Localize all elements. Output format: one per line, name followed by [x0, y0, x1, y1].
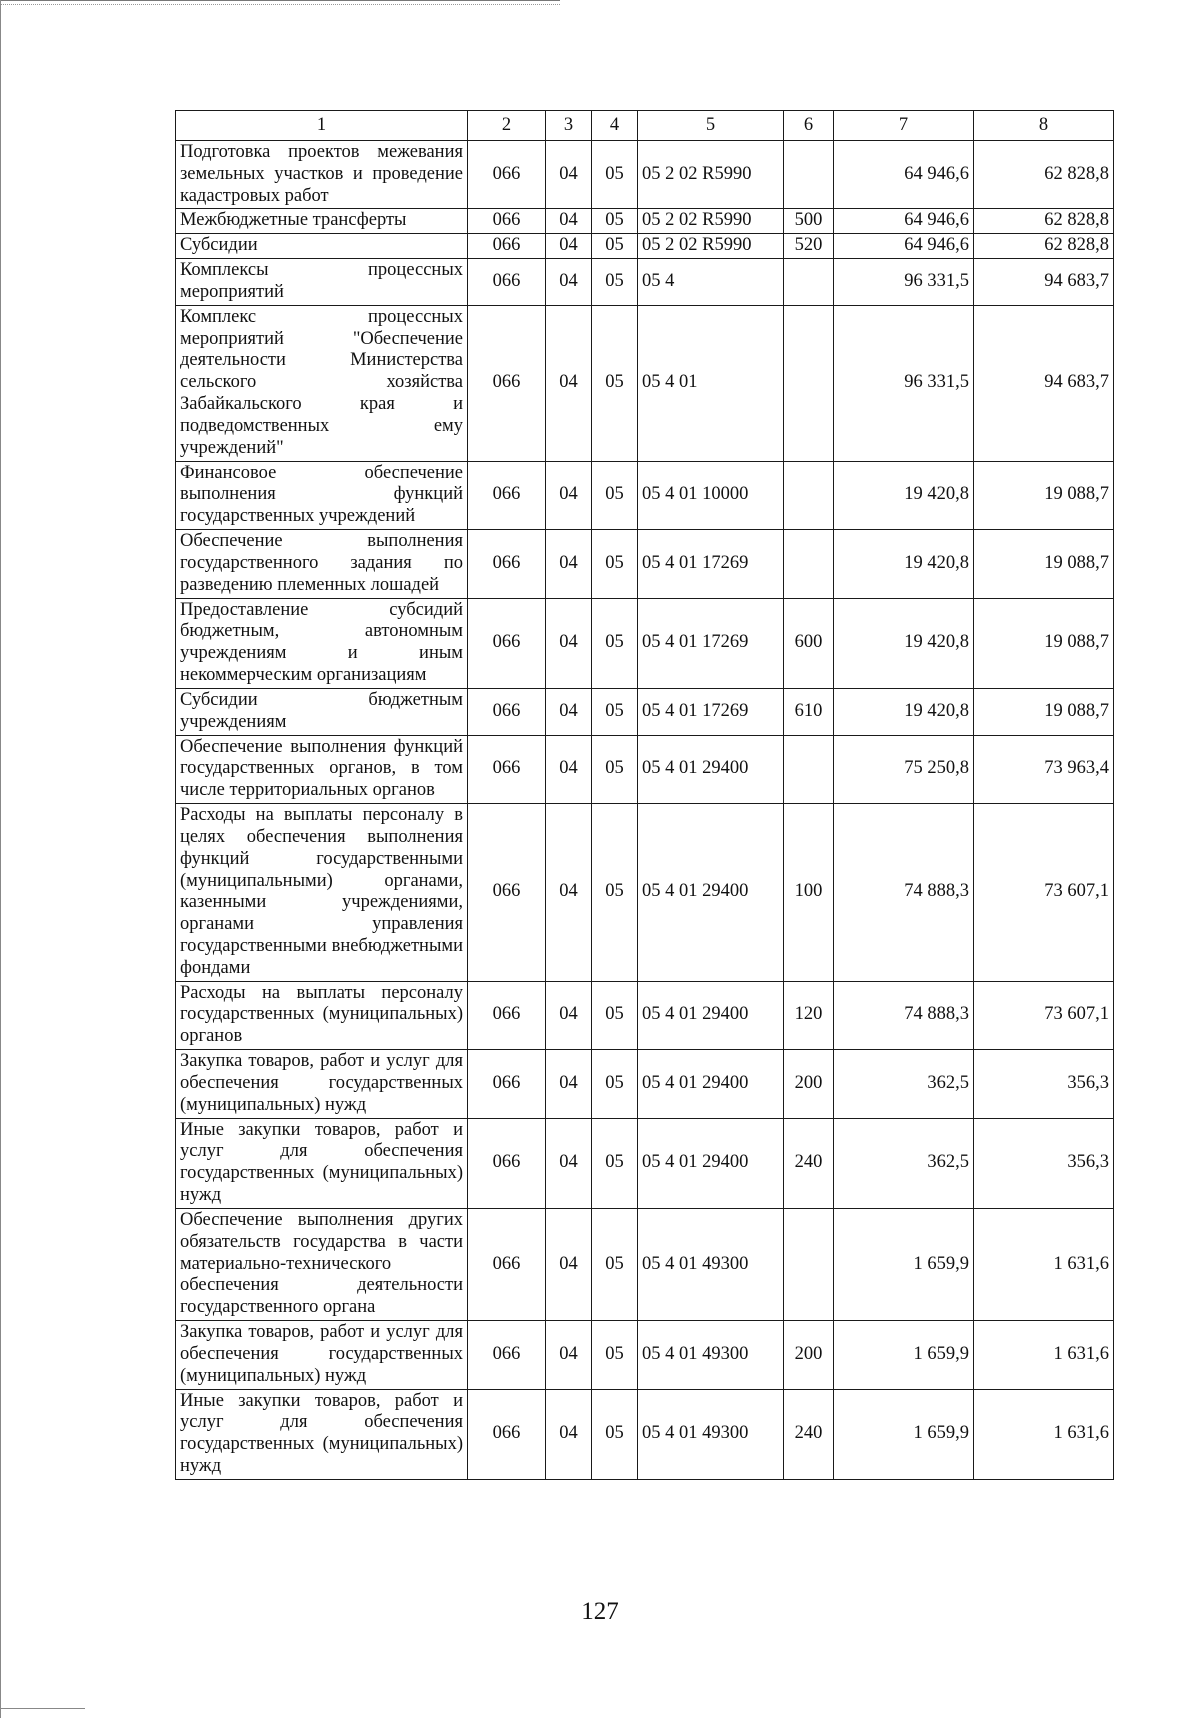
row-expense-type-cell [784, 530, 834, 598]
row-name-cell: Обеспечение выполнения государственного задания по разведению племенных лошадей [176, 530, 468, 598]
row-amount-col7-cell: 1 659,9 [834, 1208, 974, 1320]
row-amount-col7-cell: 1 659,9 [834, 1389, 974, 1479]
row-amount-col8-cell: 19 088,7 [974, 598, 1114, 688]
row-grbs-cell: 066 [468, 1050, 546, 1118]
row-name-cell: Подготовка проектов межевания земельных участков и проведение кадастровых работ [176, 141, 468, 209]
row-name-cell: Расходы на выплаты персоналу государственных (муниципальных) органов [176, 981, 468, 1049]
row-amount-col8-cell: 1 631,6 [974, 1321, 1114, 1389]
row-subsection-cell: 05 [592, 234, 638, 259]
row-subsection-cell: 05 [592, 735, 638, 803]
row-section-cell: 04 [546, 1321, 592, 1389]
row-amount-col7-cell: 19 420,8 [834, 598, 974, 688]
table-row [176, 598, 1114, 688]
row-target-article-cell: 05 4 01 10000 [638, 461, 784, 529]
row-grbs-cell: 066 [468, 234, 546, 259]
row-subsection-cell: 05 [592, 1208, 638, 1320]
table-row [176, 234, 1114, 259]
row-expense-type-cell: 520 [784, 234, 834, 259]
row-amount-col8-cell: 356,3 [974, 1118, 1114, 1208]
row-name-cell: Комплексы процессных мероприятий [176, 259, 468, 306]
table-body [176, 141, 1114, 1480]
row-expense-type-cell [784, 461, 834, 529]
row-subsection-cell: 05 [592, 305, 638, 461]
row-amount-col7-cell: 74 888,3 [834, 981, 974, 1049]
row-amount-col8-cell: 62 828,8 [974, 209, 1114, 234]
table-row [176, 1050, 1114, 1118]
table-row [176, 461, 1114, 529]
row-subsection-cell: 05 [592, 1118, 638, 1208]
row-amount-col8-cell: 19 088,7 [974, 530, 1114, 598]
row-expense-type-cell [784, 735, 834, 803]
column-header: 1 [176, 111, 468, 141]
row-expense-type-cell [784, 1208, 834, 1320]
page-frame-top-edge [0, 0, 560, 5]
row-target-article-cell: 05 4 01 49300 [638, 1389, 784, 1479]
row-grbs-cell: 066 [468, 735, 546, 803]
row-amount-col7-cell: 96 331,5 [834, 305, 974, 461]
table-row [176, 688, 1114, 735]
row-target-article-cell: 05 2 02 R5990 [638, 141, 784, 209]
table-row [176, 209, 1114, 234]
row-target-article-cell: 05 4 01 49300 [638, 1321, 784, 1389]
row-section-cell: 04 [546, 1118, 592, 1208]
column-header: 3 [546, 111, 592, 141]
row-expense-type-cell: 500 [784, 209, 834, 234]
row-section-cell: 04 [546, 461, 592, 529]
row-name-cell: Субсидии [176, 234, 468, 259]
row-name-cell: Закупка товаров, работ и услуг для обеспечения государственных (муниципальных) нужд [176, 1321, 468, 1389]
page-frame-left-edge [0, 0, 4, 1718]
row-subsection-cell: 05 [592, 209, 638, 234]
column-header: 8 [974, 111, 1114, 141]
row-subsection-cell: 05 [592, 1389, 638, 1479]
row-section-cell: 04 [546, 981, 592, 1049]
row-name-cell: Закупка товаров, работ и услуг для обеспечения государственных (муниципальных) нужд [176, 1050, 468, 1118]
row-target-article-cell: 05 4 01 17269 [638, 530, 784, 598]
row-grbs-cell: 066 [468, 981, 546, 1049]
row-section-cell: 04 [546, 209, 592, 234]
row-grbs-cell: 066 [468, 530, 546, 598]
row-amount-col7-cell: 64 946,6 [834, 234, 974, 259]
row-amount-col8-cell: 19 088,7 [974, 461, 1114, 529]
row-amount-col7-cell: 64 946,6 [834, 209, 974, 234]
table-row [176, 1389, 1114, 1479]
row-subsection-cell: 05 [592, 598, 638, 688]
column-header: 6 [784, 111, 834, 141]
row-grbs-cell: 066 [468, 209, 546, 234]
row-name-cell: Межбюджетные трансферты [176, 209, 468, 234]
row-subsection-cell: 05 [592, 530, 638, 598]
table-row [176, 1118, 1114, 1208]
row-amount-col7-cell: 19 420,8 [834, 688, 974, 735]
row-section-cell: 04 [546, 141, 592, 209]
row-amount-col7-cell: 362,5 [834, 1118, 974, 1208]
table-row [176, 804, 1114, 982]
table-row [176, 1321, 1114, 1389]
row-amount-col7-cell: 74 888,3 [834, 804, 974, 982]
row-subsection-cell: 05 [592, 259, 638, 306]
row-grbs-cell: 066 [468, 259, 546, 306]
row-section-cell: 04 [546, 598, 592, 688]
row-target-article-cell: 05 4 01 29400 [638, 1050, 784, 1118]
row-grbs-cell: 066 [468, 1118, 546, 1208]
row-amount-col7-cell: 1 659,9 [834, 1321, 974, 1389]
row-amount-col8-cell: 1 631,6 [974, 1389, 1114, 1479]
table-row [176, 141, 1114, 209]
row-target-article-cell: 05 2 02 R5990 [638, 209, 784, 234]
row-amount-col7-cell: 362,5 [834, 1050, 974, 1118]
row-section-cell: 04 [546, 234, 592, 259]
row-expense-type-cell: 200 [784, 1050, 834, 1118]
row-amount-col8-cell: 94 683,7 [974, 259, 1114, 306]
row-expense-type-cell [784, 141, 834, 209]
row-grbs-cell: 066 [468, 461, 546, 529]
table-row [176, 305, 1114, 461]
row-grbs-cell: 066 [468, 1321, 546, 1389]
row-subsection-cell: 05 [592, 461, 638, 529]
row-target-article-cell: 05 4 01 29400 [638, 804, 784, 982]
column-header: 4 [592, 111, 638, 141]
row-name-cell: Предоставление субсидий бюджетным, автономным учреждениям и иным некоммерческим организациям [176, 598, 468, 688]
row-section-cell: 04 [546, 1208, 592, 1320]
row-amount-col7-cell: 64 946,6 [834, 141, 974, 209]
row-expense-type-cell: 120 [784, 981, 834, 1049]
row-target-article-cell: 05 4 01 29400 [638, 981, 784, 1049]
row-amount-col7-cell: 19 420,8 [834, 461, 974, 529]
row-amount-col8-cell: 73 607,1 [974, 804, 1114, 982]
row-grbs-cell: 066 [468, 1208, 546, 1320]
page-number: 127 [581, 1598, 619, 1625]
row-grbs-cell: 066 [468, 1389, 546, 1479]
row-section-cell: 04 [546, 530, 592, 598]
row-amount-col8-cell: 62 828,8 [974, 141, 1114, 209]
row-amount-col8-cell: 94 683,7 [974, 305, 1114, 461]
row-name-cell: Обеспечение выполнения других обязательств государства в части материально-технического обеспечения деятельности государственного органа [176, 1208, 468, 1320]
row-expense-type-cell: 200 [784, 1321, 834, 1389]
row-target-article-cell: 05 4 01 17269 [638, 688, 784, 735]
budget-table [175, 110, 1114, 1480]
row-name-cell: Субсидии бюджетным учреждениям [176, 688, 468, 735]
row-expense-type-cell [784, 305, 834, 461]
page-frame-bottom-edge [0, 1708, 85, 1712]
row-target-article-cell: 05 4 01 49300 [638, 1208, 784, 1320]
row-subsection-cell: 05 [592, 981, 638, 1049]
row-name-cell: Расходы на выплаты персоналу в целях обеспечения выполнения функций государственными (муниципальными) органами, казенными учреждениями, органами управления государственными внебюджетными фондами [176, 804, 468, 982]
row-subsection-cell: 05 [592, 1050, 638, 1118]
row-expense-type-cell: 240 [784, 1389, 834, 1479]
column-header: 2 [468, 111, 546, 141]
row-section-cell: 04 [546, 1389, 592, 1479]
row-grbs-cell: 066 [468, 804, 546, 982]
row-section-cell: 04 [546, 688, 592, 735]
row-name-cell: Финансовое обеспечение выполнения функций государственных учреждений [176, 461, 468, 529]
column-header: 5 [638, 111, 784, 141]
row-target-article-cell: 05 4 [638, 259, 784, 306]
row-name-cell: Иные закупки товаров, работ и услуг для обеспечения государственных (муниципальных) нужд [176, 1389, 468, 1479]
row-grbs-cell: 066 [468, 305, 546, 461]
row-section-cell: 04 [546, 305, 592, 461]
row-amount-col7-cell: 75 250,8 [834, 735, 974, 803]
row-amount-col7-cell: 96 331,5 [834, 259, 974, 306]
row-expense-type-cell: 240 [784, 1118, 834, 1208]
row-target-article-cell: 05 4 01 [638, 305, 784, 461]
row-subsection-cell: 05 [592, 141, 638, 209]
row-subsection-cell: 05 [592, 1321, 638, 1389]
table-header-row [176, 111, 1114, 141]
row-amount-col8-cell: 73 963,4 [974, 735, 1114, 803]
row-expense-type-cell [784, 259, 834, 306]
row-section-cell: 04 [546, 804, 592, 982]
row-target-article-cell: 05 4 01 29400 [638, 1118, 784, 1208]
row-expense-type-cell: 100 [784, 804, 834, 982]
row-name-cell: Иные закупки товаров, работ и услуг для обеспечения государственных (муниципальных) нужд [176, 1118, 468, 1208]
row-target-article-cell: 05 4 01 29400 [638, 735, 784, 803]
row-grbs-cell: 066 [468, 598, 546, 688]
row-amount-col7-cell: 19 420,8 [834, 530, 974, 598]
row-amount-col8-cell: 62 828,8 [974, 234, 1114, 259]
row-section-cell: 04 [546, 1050, 592, 1118]
row-name-cell: Обеспечение выполнения функций государственных органов, в том числе территориальных органов [176, 735, 468, 803]
row-expense-type-cell: 600 [784, 598, 834, 688]
column-header: 7 [834, 111, 974, 141]
row-name-cell: Комплекс процессных мероприятий "Обеспечение деятельности Министерства сельского хозяйства Забайкальского края и подведомственных ему учреждений" [176, 305, 468, 461]
table-row [176, 981, 1114, 1049]
table-row [176, 259, 1114, 306]
row-amount-col8-cell: 73 607,1 [974, 981, 1114, 1049]
row-grbs-cell: 066 [468, 141, 546, 209]
row-target-article-cell: 05 2 02 R5990 [638, 234, 784, 259]
row-expense-type-cell: 610 [784, 688, 834, 735]
row-grbs-cell: 066 [468, 688, 546, 735]
row-subsection-cell: 05 [592, 688, 638, 735]
row-subsection-cell: 05 [592, 804, 638, 982]
table-row [176, 735, 1114, 803]
table-row [176, 1208, 1114, 1320]
row-amount-col8-cell: 356,3 [974, 1050, 1114, 1118]
row-section-cell: 04 [546, 735, 592, 803]
row-section-cell: 04 [546, 259, 592, 306]
table-row [176, 530, 1114, 598]
row-amount-col8-cell: 19 088,7 [974, 688, 1114, 735]
row-target-article-cell: 05 4 01 17269 [638, 598, 784, 688]
row-amount-col8-cell: 1 631,6 [974, 1208, 1114, 1320]
